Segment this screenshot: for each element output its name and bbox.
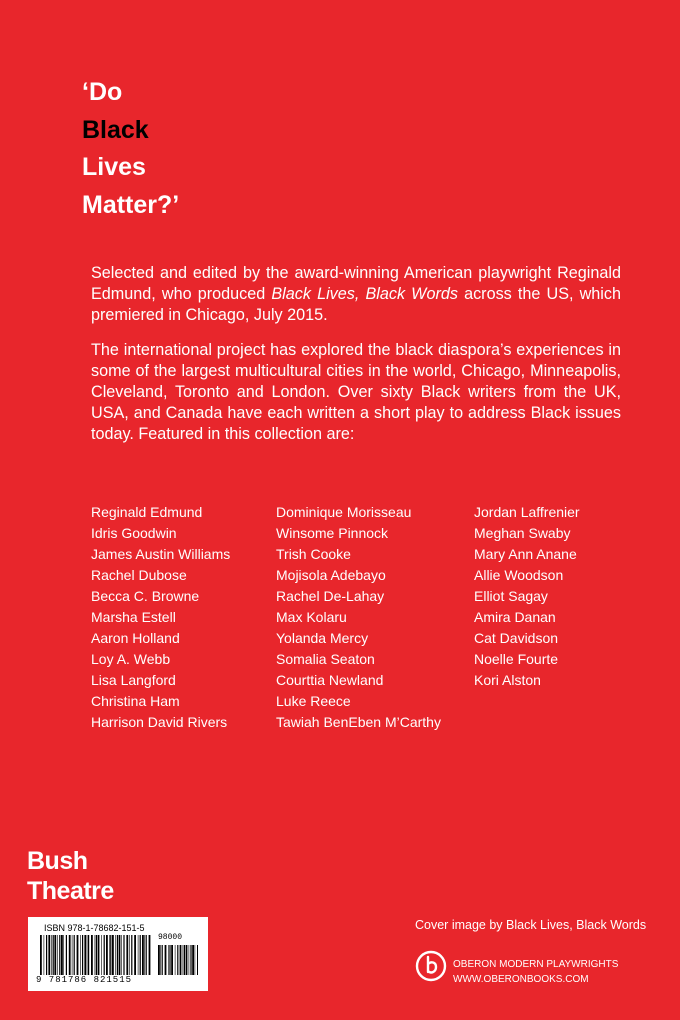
cover-credit: Cover image by Black Lives, Black Words <box>415 918 647 932</box>
writer-name: Becca C. Browne <box>91 588 200 604</box>
isbn-label: ISBN 978-1-78682-151-5 <box>44 923 145 933</box>
writer-name: Kori Alston <box>474 672 541 688</box>
writer-name: Harrison David Rivers <box>91 714 228 730</box>
oberon-logo-icon <box>415 950 447 982</box>
writer-name: Loy A. Webb <box>91 651 171 667</box>
writer-name: Courttia Newland <box>276 672 384 688</box>
writer-name: Max Kolaru <box>276 609 347 625</box>
writer-name: James Austin Williams <box>91 546 231 562</box>
intro-text-start: Selected and edited by the award-winning American playwright Reginald Edmund, who produced <box>91 264 621 303</box>
writer-name: Allie Woodson <box>474 567 564 583</box>
writer-name: Meghan Swaby <box>474 525 571 541</box>
writer-name: Yolanda Mercy <box>276 630 369 646</box>
barcode-bars <box>40 935 152 975</box>
writer-name: Idris Goodwin <box>91 525 177 541</box>
isbn-barcode <box>28 917 208 991</box>
writer-name: Mojisola Adebayo <box>276 567 386 583</box>
logo-line-2: Theatre <box>27 877 114 905</box>
writer-name: Aaron Holland <box>91 630 180 646</box>
writer-name: Rachel De-Lahay <box>276 588 385 604</box>
writers-column-2 <box>276 502 441 733</box>
bush-theatre-logo <box>27 846 114 906</box>
writer-name: Dominique Morisseau <box>276 504 412 520</box>
publisher-series: OBERON MODERN PLAYWRIGHTS <box>453 959 619 970</box>
writer-name: Noelle Fourte <box>474 651 559 667</box>
writer-name: Winsome Pinnock <box>276 525 389 541</box>
barcode-addon-bars <box>158 945 198 975</box>
barcode-addon-digits: 98000 <box>158 933 183 942</box>
title-quote <box>82 74 179 224</box>
quote-line-1: ‘Do <box>82 78 123 106</box>
writer-name: Rachel Dubose <box>91 567 187 583</box>
writer-name: Marsha Estell <box>91 609 176 625</box>
barcode-digits: 9 781786 821515 <box>36 975 133 985</box>
writer-name: Cat Davidson <box>474 630 559 646</box>
intro-text-end: across the US, which premiered in Chicago, July 2015. <box>91 285 621 324</box>
logo-line-1: Bush <box>27 847 88 875</box>
writers-column-1 <box>91 502 230 733</box>
writer-name: Tawiah BenEben M’Carthy <box>276 714 441 730</box>
publisher-website: WWW.OBERONBOOKS.COM <box>453 974 589 985</box>
writer-name: Mary Ann Anane <box>474 546 577 562</box>
project-paragraph: The international project has explored the black diaspora’s experiences in some of the largest multicultural cities in the world, Chicago, Minneapolis, Cleveland, Toronto and London. Over sixty Black writers from the UK, USA, and Canada have each written a short play to address Black issues today. Featured in this collection are: <box>91 341 621 443</box>
writer-name: Jordan Laffrenier <box>474 504 580 520</box>
intro-paragraph <box>91 263 621 326</box>
writer-name: Trish Cooke <box>276 546 351 562</box>
quote-line-4: Matter?’ <box>82 190 180 219</box>
quote-line-2: Black <box>82 115 149 144</box>
writer-name: Luke Reece <box>276 693 351 709</box>
intro-book-title: Black Lives, Black Words <box>271 285 458 303</box>
writers-column-3 <box>474 502 580 691</box>
quote-line-3: Lives <box>82 153 146 181</box>
writer-name: Christina Ham <box>91 693 180 709</box>
writer-name: Elliot Sagay <box>474 588 548 604</box>
writer-name: Somalia Seaton <box>276 651 375 667</box>
writer-name: Lisa Langford <box>91 672 176 688</box>
publisher-info <box>453 957 618 987</box>
writer-name: Amira Danan <box>474 609 556 625</box>
writer-name: Reginald Edmund <box>91 504 203 520</box>
